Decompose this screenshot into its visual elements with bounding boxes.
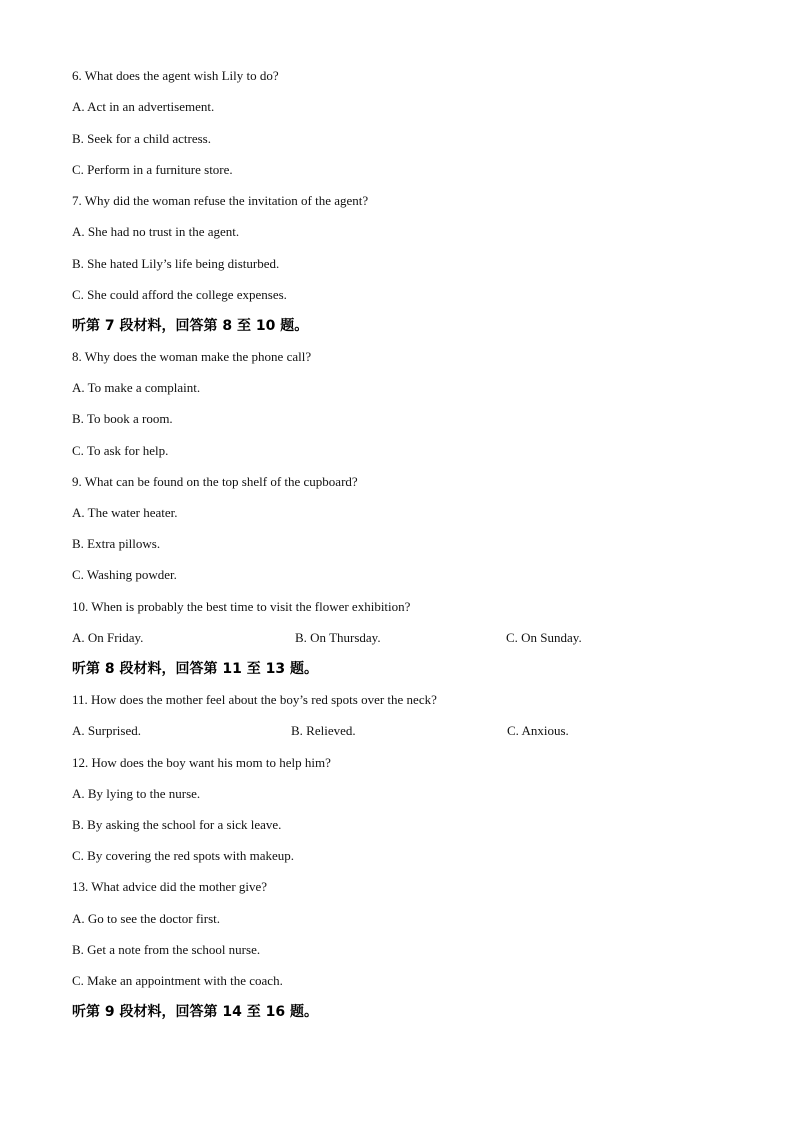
q9-option-c: C. Washing powder. — [72, 567, 177, 582]
q6-option-c: C. Perform in a furniture store. — [72, 162, 233, 177]
q12-option-b: B. By asking the school for a sick leave. — [72, 817, 282, 832]
question-13: 13. What advice did the mother give? — [72, 879, 268, 894]
question-11: 11. How does the mother feel about the boy’s red spots over the neck? — [72, 692, 437, 707]
q11-option-b: B. Relieved. — [291, 723, 356, 738]
q10-option-b: B. On Thursday. — [295, 630, 381, 645]
question-8: 8. Why does the woman make the phone call? — [72, 349, 312, 364]
question-10: 10. When is probably the best time to visit the flower exhibition? — [72, 599, 411, 614]
section-heading-9: 听第 9 段材料，回答第 14 至 16 题。 — [72, 1004, 318, 1020]
q11-option-c: C. Anxious. — [507, 723, 569, 738]
q10-option-a: A. On Friday. — [72, 630, 144, 645]
section-heading-8: 听第 8 段材料，回答第 11 至 13 题。 — [72, 661, 318, 677]
q13-option-c: C. Make an appointment with the coach. — [72, 973, 283, 988]
q12-option-c: C. By covering the red spots with makeup. — [72, 848, 295, 863]
q8-option-c: C. To ask for help. — [72, 443, 169, 458]
q13-option-a: A. Go to see the doctor first. — [72, 911, 221, 926]
question-9: 9. What can be found on the top shelf of the cupboard? — [72, 474, 358, 489]
q8-option-b: B. To book a room. — [72, 411, 173, 426]
q13-option-b: B. Get a note from the school nurse. — [72, 942, 261, 957]
q10-option-c: C. On Sunday. — [506, 630, 582, 645]
q7-option-b: B. She hated Lily’s life being disturbed. — [72, 256, 280, 271]
q6-option-b: B. Seek for a child actress. — [72, 131, 211, 146]
q8-option-a: A. To make a complaint. — [72, 380, 201, 395]
question-6: 6. What does the agent wish Lily to do? — [72, 68, 279, 83]
q11-option-a: A. Surprised. — [72, 723, 141, 738]
section-heading-7: 听第 7 段材料，回答第 8 至 10 题。 — [72, 318, 309, 334]
question-12: 12. How does the boy want his mom to help him? — [72, 755, 331, 770]
q9-option-b: B. Extra pillows. — [72, 536, 161, 551]
q11-options-row — [0, 723, 794, 739]
q6-option-a: A. Act in an advertisement. — [72, 99, 215, 114]
question-7: 7. Why did the woman refuse the invitation of the agent? — [72, 193, 369, 208]
q9-option-a: A. The water heater. — [72, 505, 178, 520]
q7-option-a: A. She had no trust in the agent. — [72, 224, 240, 239]
q12-option-a: A. By lying to the nurse. — [72, 786, 201, 801]
q10-options-row — [0, 630, 794, 646]
q7-option-c: C. She could afford the college expenses. — [72, 287, 287, 302]
